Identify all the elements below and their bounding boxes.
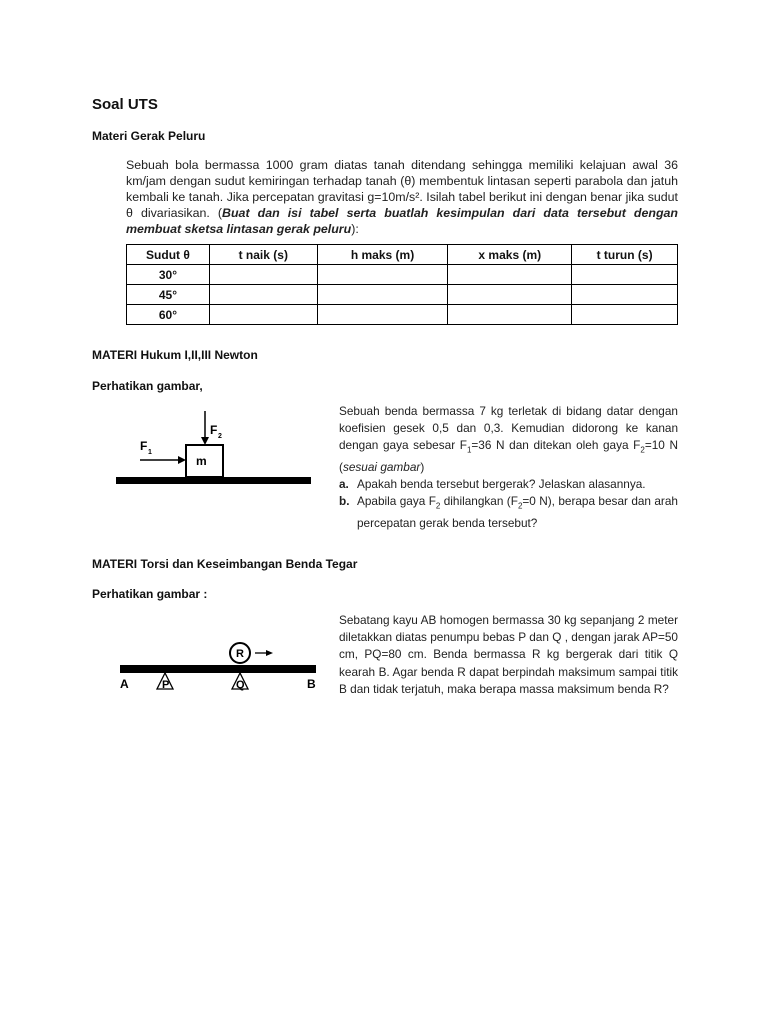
table-cell (448, 285, 572, 305)
point-b-label: B (307, 677, 316, 691)
mass-label: m (196, 454, 207, 468)
projectile-question-text: Sebuah bola bermassa 1000 gram diatas tanah ditendang sehingga memiliki kelajuan awal 36 km/jam dengan sudut kemiringan terhadap tanah (θ) membentuk lintasan seperti parabola dan jatuh kembali ke tanah. Jika percepatan gravitasi g=10m/s². Isilah tabel berikut ini dengan benar jika sudut θ divariasikan. ( (126, 158, 678, 220)
newton-question-a: Apakah benda tersebut bergerak? Jelaskan alasannya. (357, 477, 646, 492)
table-header-cell: t naik (s) (209, 245, 317, 265)
newton-text-c: =10 N ( (339, 438, 678, 474)
table-cell-angle: 60° (127, 305, 210, 325)
force-f2-label: F (210, 423, 218, 437)
section-heading-projectile: Materi Gerak Peluru (92, 129, 206, 143)
point-a-label: A (120, 677, 129, 691)
torque-prompt: Perhatikan gambar : (92, 587, 208, 601)
table-row (127, 285, 678, 305)
table-cell (209, 265, 317, 285)
beam-ab (120, 665, 316, 673)
projectile-question (126, 157, 678, 237)
table-cell (317, 285, 448, 305)
newton-text-d: ) (420, 459, 425, 474)
table-cell (448, 305, 572, 325)
table-cell (572, 265, 678, 285)
list-marker: b. (339, 494, 350, 509)
projectile-question-emphasis: Buat dan isi tabel serta buatlah kesimpulan dari data tersebut dengan membuat sketsa lintasan gerak peluru (126, 206, 678, 236)
subscript: 1 (466, 445, 472, 455)
point-q-label: Q (236, 679, 245, 691)
table-header-cell: Sudut θ (127, 245, 210, 265)
force-f1-subscript: 1 (148, 449, 152, 456)
section-heading-newton: MATERI Hukum I,II,III Newton (92, 348, 258, 362)
newton-question-b-3: =0 N), berapa besar dan arah percepatan gerak benda tersebut? (357, 494, 678, 530)
newton-subquestions (339, 476, 678, 532)
table-cell (209, 305, 317, 325)
torque-question: Sebatang kayu AB homogen bermassa 30 kg sepanjang 2 meter diletakkan diatas penumpu bebas P dan Q , dengan jarak AP=50 cm, PQ=80 cm. Benda bermassa R kg bergerak dari titik Q kearah B. Agar benda R dapat berpindah maksimum sampai titik B dan tidak terjatuh, maka berapa massa maksimum benda R? (339, 613, 678, 696)
force-f2-subscript: 2 (218, 433, 222, 440)
page-title: Soal UTS (92, 96, 158, 113)
list-item (339, 476, 678, 493)
force-f2-arrowhead (201, 437, 209, 445)
point-p-label: P (162, 679, 170, 691)
force-f1-arrowhead (178, 456, 186, 464)
table-cell (572, 285, 678, 305)
newton-question-body (339, 403, 678, 476)
table-cell (572, 305, 678, 325)
projectile-question-end: ): (351, 222, 359, 236)
table-cell (317, 265, 448, 285)
table-row (127, 305, 678, 325)
newton-question (339, 403, 678, 532)
newton-diagram (110, 405, 320, 490)
subscript: 2 (517, 501, 523, 511)
table-cell (317, 305, 448, 325)
newton-question-b-1: Apabila gaya F (357, 494, 436, 509)
newton-text-italic: sesuai gambar (342, 459, 421, 474)
beam-diagram (110, 635, 325, 695)
newton-text-a: Sebuah benda bermassa 7 kg terletak di bidang datar dengan koefisien gesek 0,5 dan 0,3. Kemudian didorong ke kanan dengan gaya sebesar F (339, 404, 678, 453)
newton-text-b: =36 N dan ditekan oleh gaya F (471, 438, 641, 453)
table-cell (448, 265, 572, 285)
table-cell-angle: 30° (127, 265, 210, 285)
ground-surface (116, 477, 311, 484)
subscript: 2 (435, 501, 441, 511)
mass-r-label: R (236, 648, 244, 660)
projectile-table (126, 244, 678, 325)
table-cell (209, 285, 317, 305)
table-header-cell: x maks (m) (448, 245, 572, 265)
newton-prompt: Perhatikan gambar, (92, 379, 203, 393)
table-cell-angle: 45° (127, 285, 210, 305)
table-header-cell: h maks (m) (317, 245, 448, 265)
table-header-cell: t turun (s) (572, 245, 678, 265)
section-heading-torque: MATERI Torsi dan Keseimbangan Benda Tegar (92, 557, 358, 571)
table-header-row (127, 245, 678, 265)
subscript: 2 (640, 445, 645, 455)
motion-arrowhead (266, 650, 273, 656)
list-item (339, 493, 678, 532)
list-marker: a. (339, 477, 349, 492)
table-row (127, 265, 678, 285)
force-f1-label: F (140, 439, 148, 453)
newton-question-b-2: dihilangkan (F (440, 494, 518, 509)
